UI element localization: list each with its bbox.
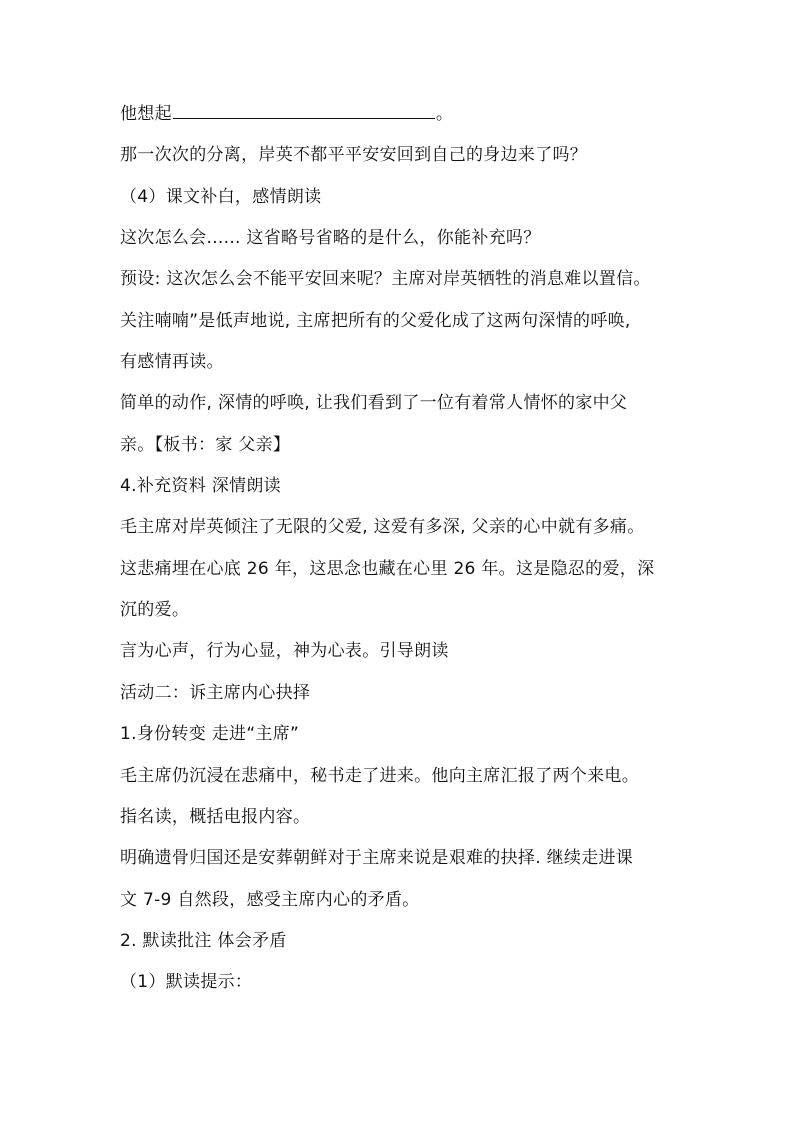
section-heading: （1）默读提示： <box>120 972 253 993</box>
text-line: 亲。【板书：家 父亲】 <box>120 434 291 455</box>
text-line: 毛主席仍沉浸在悲痛中，秘书走了进来。他向主席汇报了两个来电。 <box>120 765 639 786</box>
text-line: 这悲痛埋在心底 26 年，这思念也藏在心里 26 年。这是隐忍的爱，深 <box>120 558 655 579</box>
text-line: 言为心声，行为心显，神为心表。引导朗读 <box>120 641 449 662</box>
section-heading: （4）课文补白，感情朗读 <box>120 186 322 207</box>
section-heading: 2. 默读批注 体会矛盾 <box>120 930 287 951</box>
section-heading: 4.补充资料 深情朗读 <box>120 476 281 497</box>
text-line-fill-blank <box>120 104 700 124</box>
section-heading: 1.身份转变 走进“主席” <box>120 724 300 745</box>
fill-blank-prefix: 他想起 <box>120 104 172 124</box>
text-line: 有感情再读。 <box>120 352 224 373</box>
text-line: 这次怎么会...... 这省略号省略的是什么，你能补充吗？ <box>120 228 541 249</box>
fill-blank-underline <box>173 104 435 119</box>
text-line: 毛主席对岸英倾注了无限的父爱, 这爱有多深, 父亲的心中就有多痛。 <box>120 517 645 538</box>
text-line: 那一次次的分离，岸英不都平平安安回到自己的身边来了吗？ <box>120 145 588 166</box>
fill-blank-suffix: 。 <box>435 104 454 124</box>
section-heading: 活动二：诉主席内心抉择 <box>120 682 311 703</box>
text-line: 沉的爱。 <box>120 600 190 621</box>
text-line: 简单的动作, 深情的呼唤, 让我们看到了一位有着常人情怀的家中父 <box>120 393 628 414</box>
text-line: 关注喃喃”是低声地说, 主席把所有的父爱化成了这两句深情的呼唤, <box>120 310 631 331</box>
text-line: 预设: 这次怎么会不能平安回来呢？主席对岸英牺牲的消息难以置信。 <box>120 269 651 290</box>
text-line: 指名读，概括电报内容。 <box>120 806 311 827</box>
text-line: 明确遗骨归国还是安葬朝鲜对于主席来说是艰难的抉择. 继续走进课 <box>120 848 634 869</box>
document-body <box>120 104 700 1014</box>
text-line: 文 7-9 自然段，感受主席内心的矛盾。 <box>120 889 420 910</box>
